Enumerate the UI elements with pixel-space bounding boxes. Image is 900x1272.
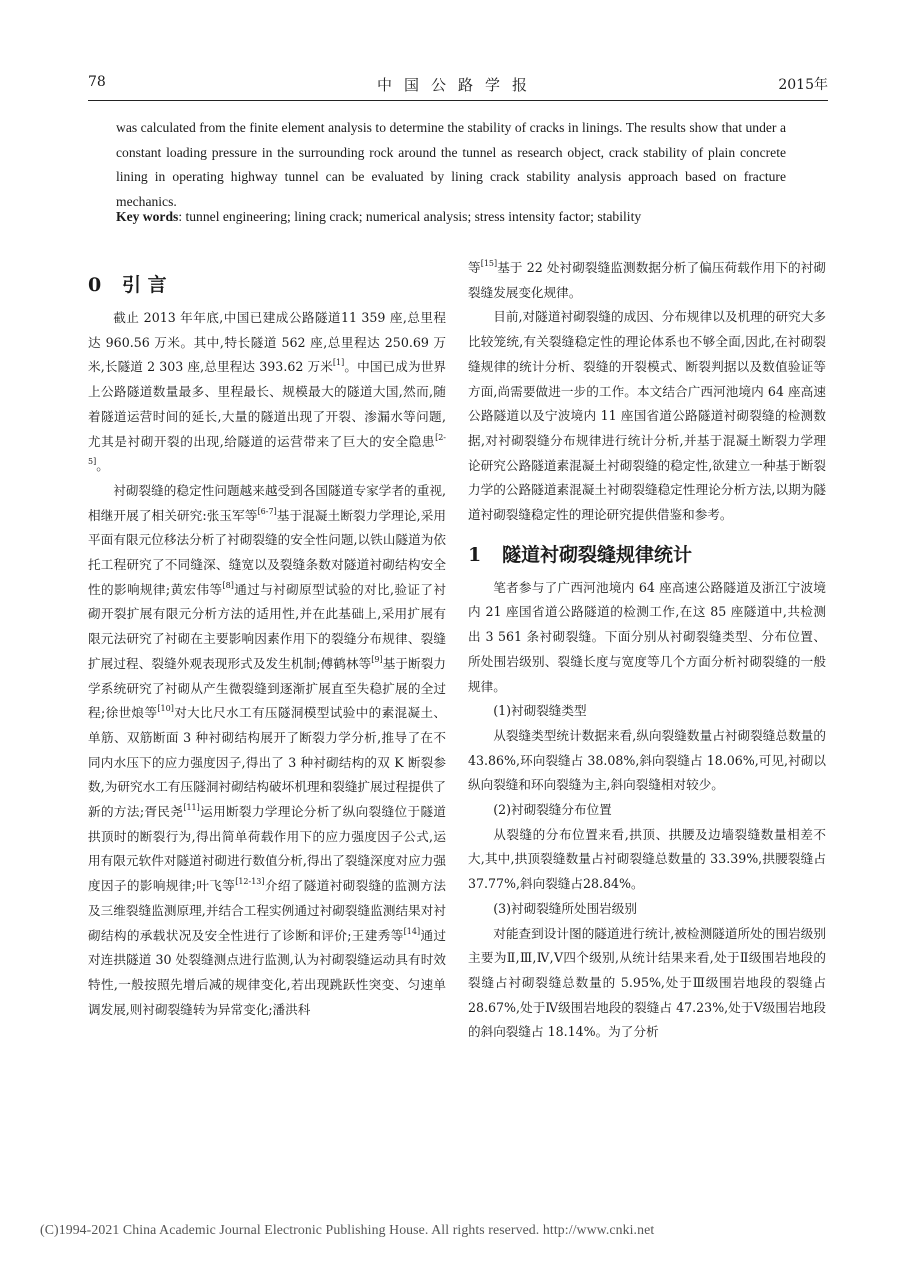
citation: [6-7] [257, 506, 277, 516]
section-title: 引 言 [122, 274, 167, 296]
abstract-text: was calculated from the finite element analysis to determine the stability of cracks in linings. The results show that under a constant loading pressure in the surrounding rock around the tunnel as research object, crack stability of plain concrete lining in operating highway tunnel can be evaluated by lining crack stability analysis approach based on fracture mechanics. [116, 120, 786, 209]
left-column [88, 264, 446, 1022]
citation: [2-5] [88, 432, 446, 467]
subsection-title-2: (2)衬砌裂缝分布位置 [493, 802, 612, 818]
citation: [9] [371, 654, 383, 664]
subsection-title-1: (1)衬砌裂缝类型 [493, 703, 587, 719]
citation: [12-13] [235, 877, 265, 887]
intro-paragraph-3: 目前,对隧道衬砌裂缝的成因、分布规律以及机理的研究大多比较笼统,有关裂缝稳定性的理论体系也不够全面,因此,在衬砌裂缝规律的统计分析、裂缝的开裂模式、断裂判据以及数值验证等方面,尚需要做进一步的工作。本文结合广西河池境内 64 座高速公路隧道以及宁波境内 11 座国省道公路隧道衬砌裂缝的检测数据,对衬砌裂缝分布规律进行统计分析,并基于混凝土断裂力学理论研究公路隧道素混凝土衬砌裂缝的稳定性,欲建立一种基于断裂力学的公路隧道素混凝土衬砌裂缝稳定性理论分析方法,以期为隧道衬砌裂缝稳定性的理论研究提供借鉴和参考。 [468, 309, 826, 523]
section-title: 隧道衬砌裂缝规律统计 [502, 543, 693, 566]
section-heading-0 [88, 264, 446, 306]
running-header [88, 74, 828, 98]
copyright-footer: (C)1994-2021 China Academic Journal Electronic Publishing House. All rights reserved. http://www.cnki.net [40, 1222, 655, 1237]
keywords [116, 205, 806, 229]
intro-paragraph-2: 衬砌裂缝的稳定性问题越来越受到各国隧道专家学者的重视,相继开展了相关研究:张玉军等[6-7]基于混凝土断裂力学理论,采用平面有限元位移法分析了衬砌裂缝的安全性问题,以铁山隧道为依托工程研究了不同缝深、缝宽以及裂缝条数对隧道衬砌结构安全性的影响规律;黄宏伟等[8]通过与衬砌原型试验的对比,验证了衬砌开裂扩展有限元分析方法的适用性,并在此基础上,采用扩展有限元法研究了衬砌在主要影响因素作用下的裂缝分布规律、裂缝扩展过程、裂缝外观表现形式及发生机制;傅鹤林等[9]基于断裂力学系统研究了衬砌从产生微裂缝到逐渐扩展直至失稳扩展的全过程;徐世烺等[10]对大比尺水工有压隧洞模型试验中的素混凝土、单筋、双筋断面 3 种衬砌结构展开了断裂力学分析,推导了在不同内水压下的应力强度因子,得出了 3 种衬砌结构的双 K 断裂参数,为研究水工有压隧洞衬砌结构破坏机理和裂缝扩展过程提供了新的方法;胥民尧[11]运用断裂力学理论分析了纵向裂缝位于隧道拱顶时的断裂行为,得出简单荷载作用下的应力强度因子公式,运用有限元软件对隧道衬砌进行数值分析,得出了裂缝深度对应力强度因子的影响规律;叶飞等[12-13]介绍了隧道衬砌裂缝的监测方法及三维裂缝监测原理,并结合工程实例通过衬砌裂缝监测结果对衬砌结构的承载状况及安全性进行了诊断和评价;王建秀等[14]通过对连拱隧道 30 处裂缝测点进行监测,认为衬砌裂缝运动具有时效特性,一般按照先增后减的规律变化,若出现跳跃性突变、匀速单调发展,则衬砌裂缝转为异常变化;潘洪科 [88, 482, 447, 1017]
subsection-text-1: 从裂缝类型统计数据来看,纵向裂缝数量占衬砌裂缝总数量的 43.86%,环向裂缝占 38.08%,斜向裂缝占 18.06%,可见,衬砌以纵向裂缝和环向裂缝为主,斜向裂缝相对较少。 [468, 727, 826, 793]
section-number: 0 [88, 274, 102, 296]
section1-paragraph: 笔者参与了广西河池境内 64 座高速公路隧道及浙江宁波境内 21 座国省道公路隧道的检测工作,在这 85 座隧道中,共检测出 3 561 条衬砌裂缝。下面分别从衬砌裂缝类型、分布位置、所处围岩级别、裂缝长度与宽度等几个方面分析衬砌裂缝的一般规律。 [468, 579, 826, 694]
section-number: 1 [468, 543, 482, 566]
year: 2015年 [778, 77, 828, 93]
citation: [1] [332, 358, 345, 368]
citation: [15] [480, 259, 498, 268]
continued-paragraph: 等[15]基于 22 处衬砌裂缝监测数据分析了偏压荷载作用下的衬砌裂缝发展变化规律。 [468, 259, 826, 300]
page-number: 78 [88, 74, 106, 90]
citation: [8] [222, 580, 234, 590]
header-rule [88, 100, 828, 101]
section-heading-1 [468, 534, 826, 576]
subsection-text-2: 从裂缝的分布位置来看,拱顶、拱腰及边墙裂缝数量相差不大,其中,拱顶裂缝数量占衬砌裂缝总数量的 33.39%,拱腰裂缝占 37.77%,斜向裂缝占28.84%。 [468, 826, 826, 892]
citation: [10] [157, 704, 174, 714]
subsection-text-3: 对能查到设计图的隧道进行统计,被检测隧道所处的围岩级别主要为Ⅱ,Ⅲ,Ⅳ,Ⅴ四个级别,从统计结果来看,处于Ⅱ级围岩地段的裂缝占衬砌裂缝总数量的 5.95%,处于Ⅲ级围岩地段的裂缝占 28.67%,处于Ⅳ级围岩地段的裂缝占 47.23%,处于Ⅴ级围岩地段的斜向裂缝占 18.14%。为了分析 [468, 925, 826, 1040]
citation: [14] [403, 926, 421, 936]
right-column [468, 256, 826, 1045]
intro-paragraph-1: 截止 2013 年年底,中国已建成公路隧道11 359 座,总里程达 960.56 万米。其中,特长隧道 562 座,总里程达 250.69 万米,长隧道 2 303 座,总里程达 393.62 万米[1]。中国已成为世界上公路隧道数量最多、里程最长、规模最大的隧道大国,然而,随着隧道运营时间的延长,大量的隧道出现了开裂、渗漏水等问题,尤其是衬砌开裂的出现,给隧道的运营带来了巨大的安全隐患[2-5]。 [88, 310, 447, 474]
subsection-title-3: (3)衬砌裂缝所处围岩级别 [493, 900, 637, 916]
keywords-label: Key words [116, 209, 179, 224]
journal-title: 中国公路学报 [376, 76, 539, 94]
citation: [11] [183, 803, 200, 813]
keywords-list: : tunnel engineering; lining crack; numerical analysis; stress intensity factor; stability [178, 209, 642, 224]
